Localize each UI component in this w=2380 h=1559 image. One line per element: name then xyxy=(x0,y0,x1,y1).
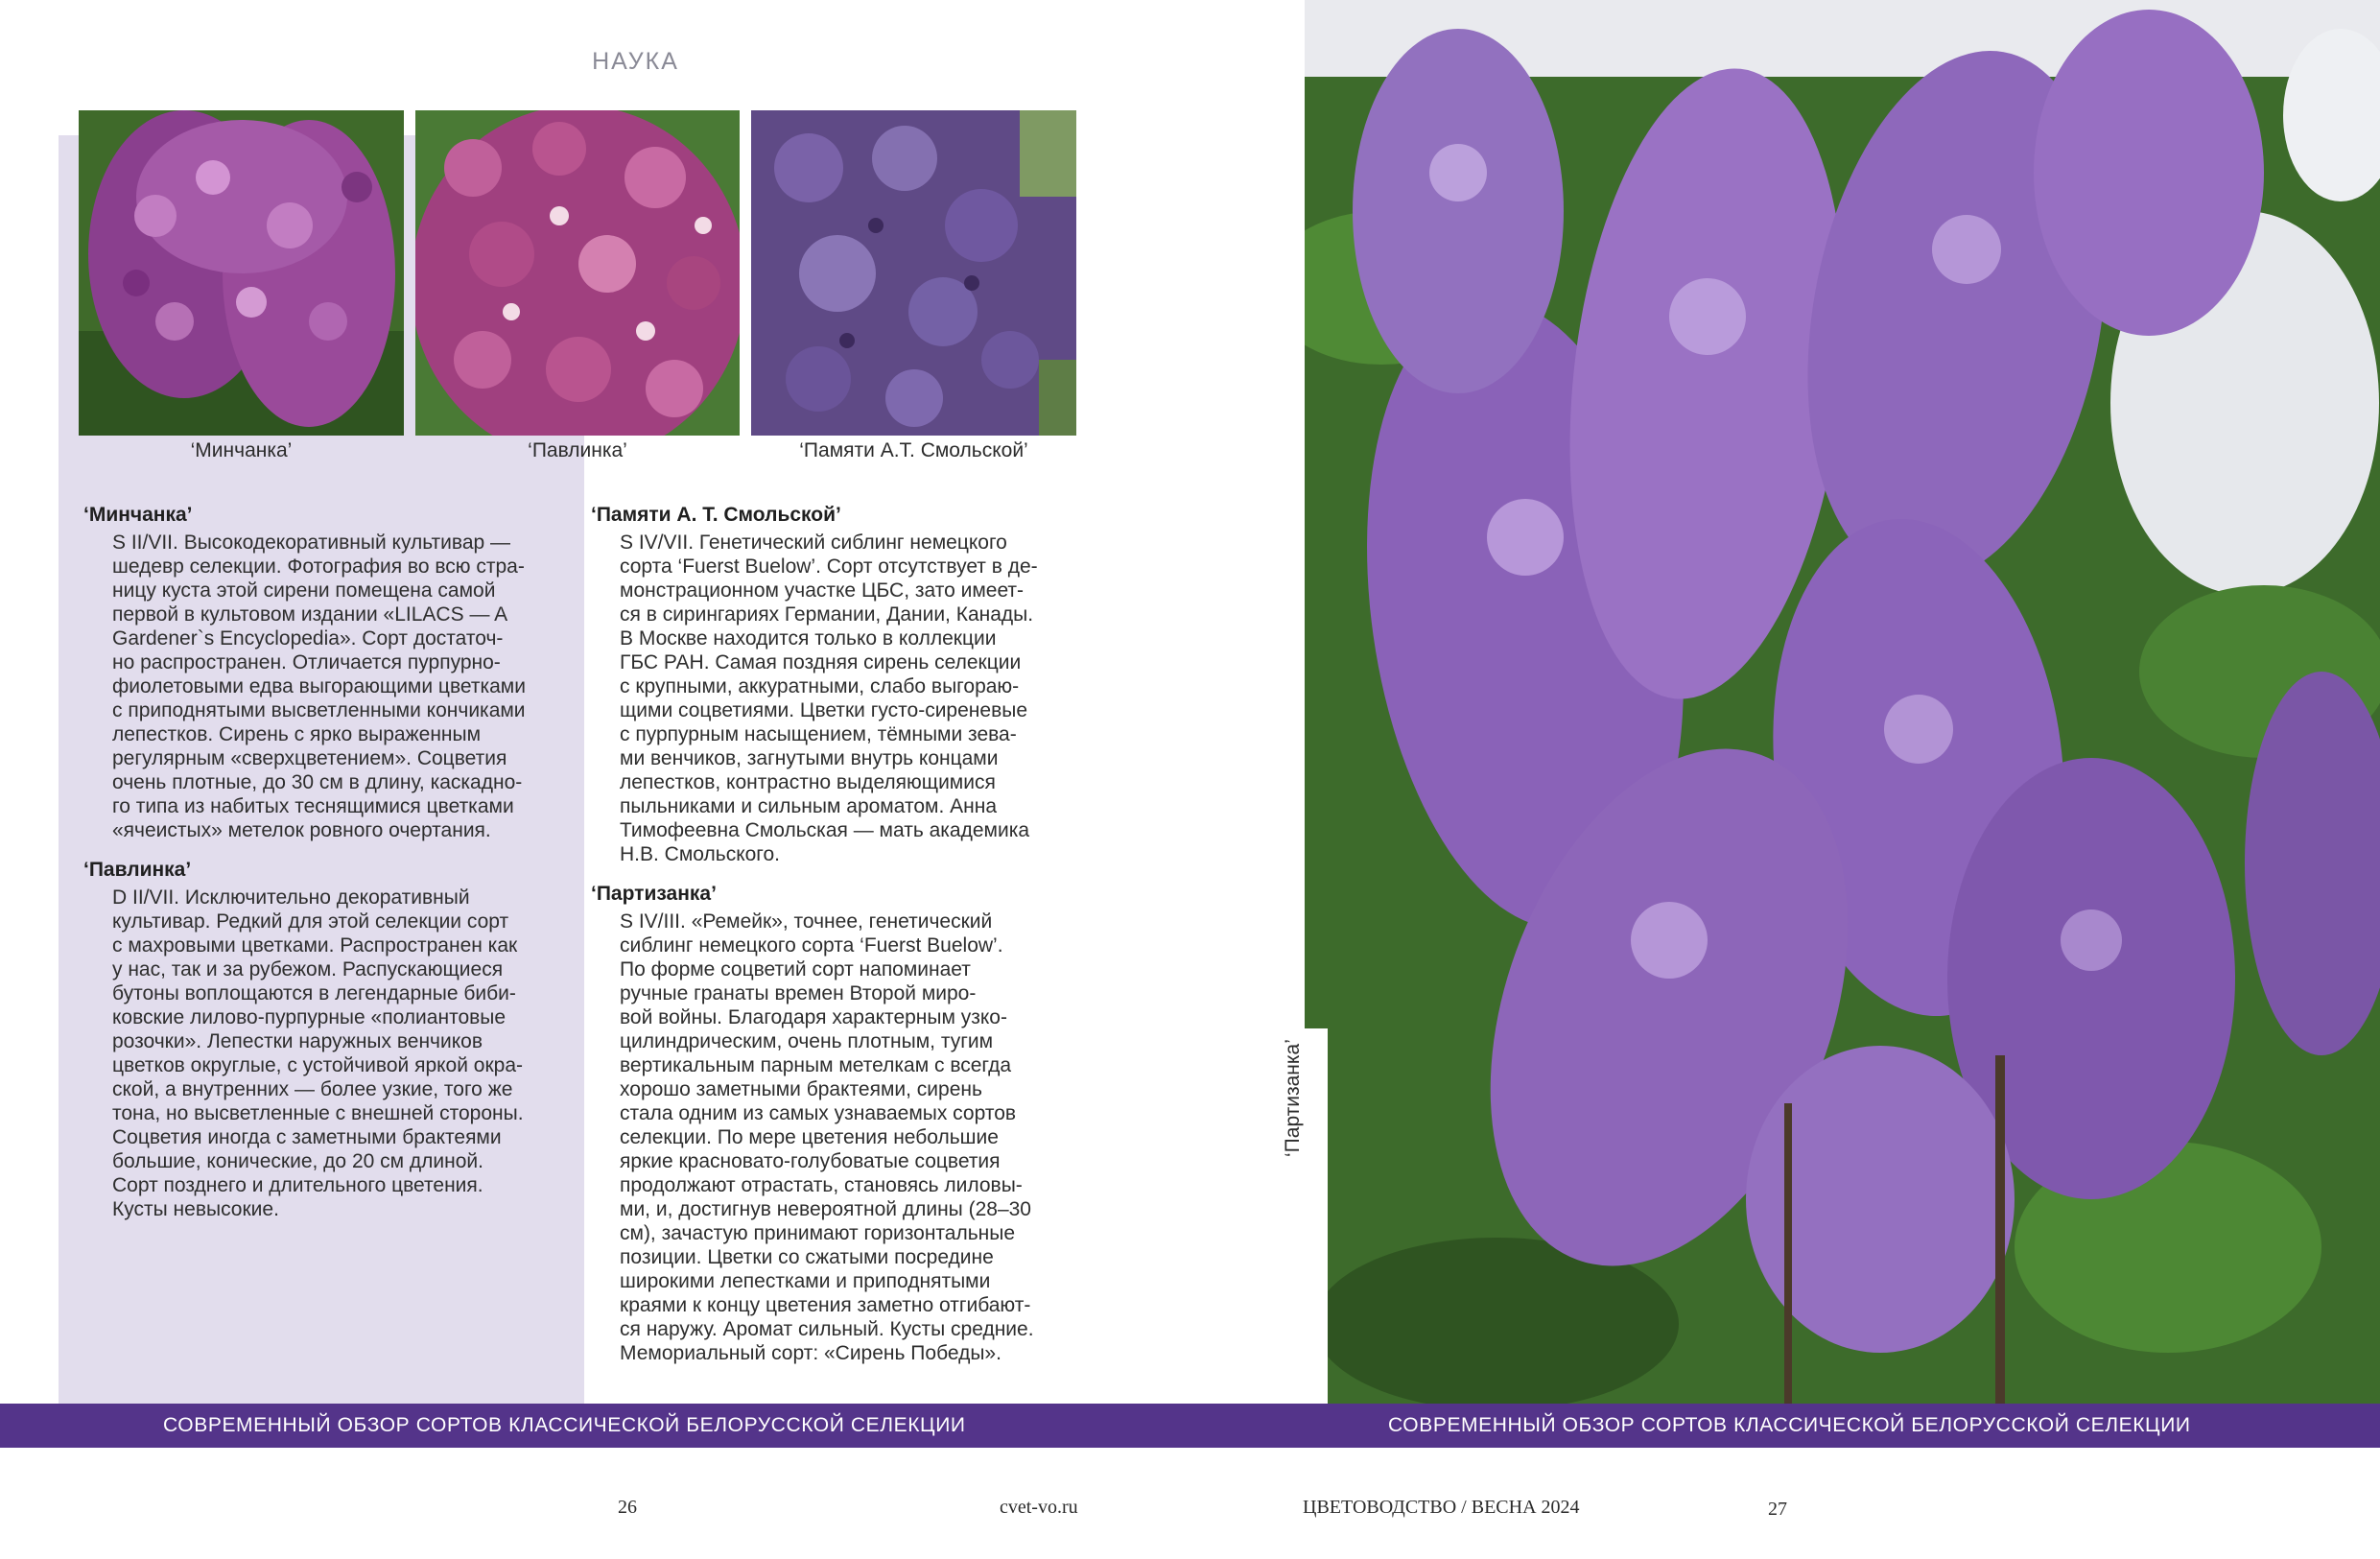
entry-title: ‘Минчанка’ xyxy=(83,504,193,526)
entry-title: ‘Партизанка’ xyxy=(591,883,717,905)
entry-title: ‘Павлинка’ xyxy=(83,859,192,881)
entry-title: ‘Памяти А. Т. Смольской’ xyxy=(591,504,841,526)
entry-minchanka xyxy=(83,503,592,842)
page-number-left: 26 xyxy=(618,1497,637,1518)
page-number-right: 27 xyxy=(1768,1499,1787,1520)
photo-pavlinka xyxy=(415,110,740,436)
text-column-right xyxy=(591,503,1090,1381)
entry-body: S IV/VII. Генетический сиблинг немецкого сорта ‘Fuerst Buelow’. Сорт отсутствует в де- монстрационном участке ЦБС, зато имеет- ся в сирингариях Германии, Дании, Канады. В Москве находится только в коллекции ГБС РАН. Самая поздняя сирень селекции с крупными, аккуратными, слабо выгораю- щими соцветиями. Цветки густо-сиреневые с пурпурным насыщением, тёмными зева- ми венчиков, загнутыми внутрь концами лепестков, контрастно выделяющимися пыльниками и сильным ароматом. Анна Тимофеевна Смольская — мать академика Н.В. Смольского. xyxy=(620,531,1038,865)
photo-caption-pamyati-smolskoy: ‘Памяти А.Т. Смольской’ xyxy=(799,439,1028,461)
photo-minchanka xyxy=(79,110,404,436)
entry-partizanka xyxy=(591,882,1090,1365)
photo-pamyati-smolskoy xyxy=(751,110,1076,436)
entry-body: S IV/III. «Ремейк», точнее, генетический сиблинг немецкого сорта ‘Fuerst Buelow’. По форме соцветий сорт напоминает ручные гранаты времен Второй миро- вой войны. Благодаря характерным узко- цилиндрическим, очень плотным, тугим вертикальным парным метелкам с всегда хорошо заметными брактеями, сирень стала одним из самых узнаваемых сортов селекции. По мере цветения небольшие яркие красновато-голубоватые соцветия продолжают отрастать, становясь лиловы- ми, и, достигнув невероятной длины (28–30 см), зачастую принимают горизонтальные позиции. Цветки со сжатыми посредине широкими лепестками и приподнятыми краями к концу цветения заметно отгибают- ся наружу. Аромат сильный. Кусты средние. Мемориальный сорт: «Сирень Победы». xyxy=(620,910,1034,1364)
photo-caption-pavlinka: ‘Павлинка’ xyxy=(528,439,627,461)
magazine-title: ЦВЕТОВОДСТВО / ВЕСНА 2024 xyxy=(1303,1497,1580,1518)
entry-pamyati-smolskoy xyxy=(591,503,1090,866)
text-column-left xyxy=(83,503,592,1237)
photo-caption-minchanka: ‘Минчанка’ xyxy=(190,439,293,461)
site-url: cvet-vo.ru xyxy=(1000,1497,1078,1518)
entry-body: D II/VII. Исключительно декоративный культивар. Редкий для этой селекции сорт с махровыми цветками. Распространен как у нас, так и за рубежом. Распускающиеся бутоны воплощаются в легендарные биби- ковские лилово-пурпурные «полиантовые розочки». Лепестки наружных венчиков цветков округлые, с устойчивой яркой окра- ской, а внутренних — более узкие, того же тона, но высветленные с внешней стороны. Соцветия иногда с заметными брактеями большие, конические, до 20 см длиной. Сорт позднего и длительного цветения. Кусты невысокие. xyxy=(112,886,524,1220)
photo-partizanka-bush xyxy=(1305,0,2380,1404)
banner-title-right: СОВРЕМЕННЫЙ ОБЗОР СОРТОВ КЛАССИЧЕСКОЙ БЕЛОРУССКОЙ СЕЛЕКЦИИ xyxy=(1388,1414,2191,1436)
photo-caption-partizanka: ‘Партизанка’ xyxy=(1282,1039,1304,1157)
entry-pavlinka xyxy=(83,858,592,1221)
banner-title-left: СОВРЕМЕННЫЙ ОБЗОР СОРТОВ КЛАССИЧЕСКОЙ БЕЛОРУССКОЙ СЕЛЕКЦИИ xyxy=(163,1414,966,1436)
entry-body: S II/VII. Высокодекоративный культивар — шедевр селекции. Фотография во всю стра- ницу куста этой сирени помещена самой первой в культовом издании «LILACS — A Gardener`s Encyclopedia». Сорт достаточ- но распространен. Отличается пурпурно- фиолетовыми едва выгорающими цветками с приподнятыми высветленными кончиками лепестков. Сирень с ярко выраженным регулярным «сверхцветением». Соцветия очень плотные, до 30 см в длину, каскадно- го типа из набитых теснящимися цветками «ячеистых» метелок ровного очертания. xyxy=(112,531,526,841)
section-label: НАУКА xyxy=(592,48,679,75)
